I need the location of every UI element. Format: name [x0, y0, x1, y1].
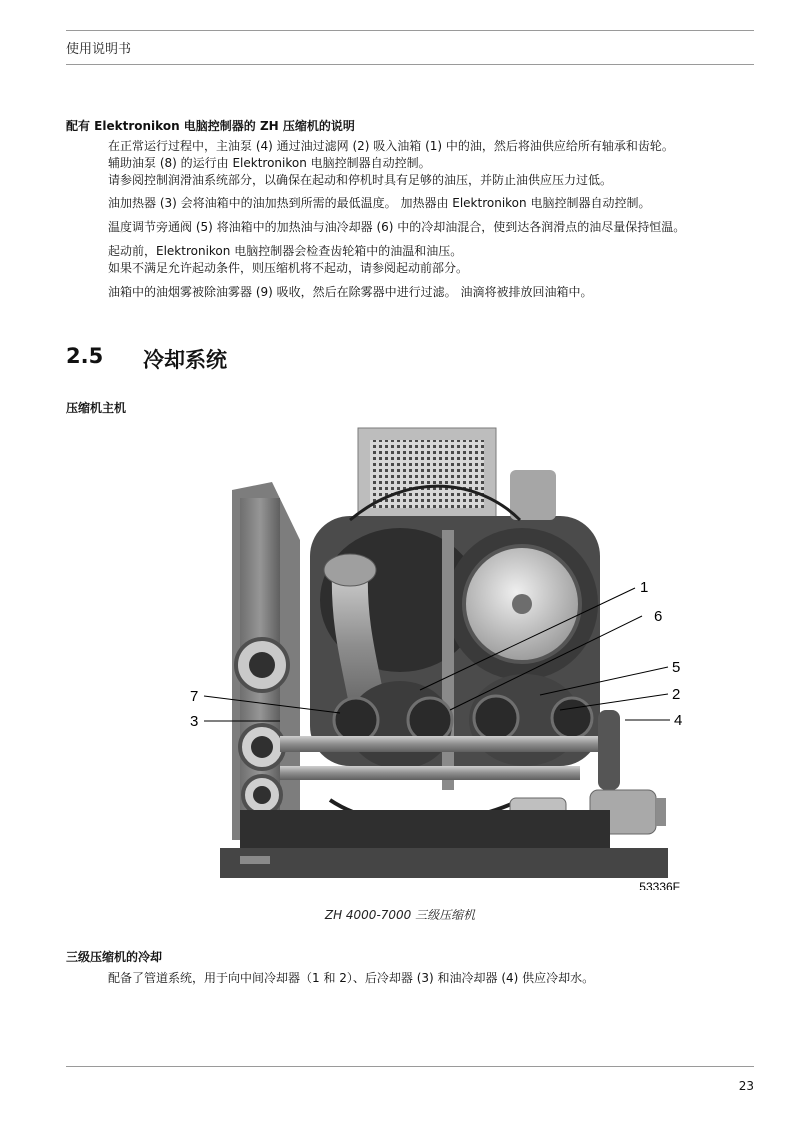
paragraph-line: 油箱中的油烟雾被除油雾器 (9) 吸收，然后在除雾器中进行过滤。 油滴将被排放回油箱中。 [108, 285, 593, 299]
paragraph-line: 在正常运行过程中，主油泵 (4) 通过油过滤网 (2) 吸入油箱 (1) 中的油，然后将油供应给所有轴承和齿轮。 [108, 139, 674, 153]
cooler-cover-3 [474, 696, 518, 740]
callout-label-1: 1 [640, 579, 649, 596]
header-rule-bottom [66, 64, 754, 65]
motor-end-cap [656, 798, 666, 826]
inlet-filter-hub [512, 594, 532, 614]
cooler-cover-1 [334, 698, 378, 742]
figure-caption: ZH 4000-7000 三级压缩机 [324, 908, 476, 922]
paragraph-3 [108, 219, 758, 236]
subsection-heading-compressor: 压缩机主机 [66, 401, 127, 415]
paragraph-5 [108, 284, 758, 301]
paragraph-line: 请参阅控制润滑油系统部分，以确保在起动和停机时具有足够的油压，并防止油供应压力过低。 [108, 173, 613, 187]
cooler-cover-4 [552, 698, 592, 738]
oil-cooler [598, 710, 620, 790]
chapter-number: 2.5 [66, 344, 104, 368]
section-heading-three-stage-cooling: 三级压缩机的冷却 [66, 950, 163, 964]
paragraph-line: 温度调节旁通阀 (5) 将油箱中的加热油与油冷却器 (6) 中的冷却油混合，使到达各润滑点的油尽量保持恒温。 [108, 220, 686, 234]
inlet-elbow-flange [324, 554, 376, 586]
flange-bottom-bore [253, 786, 271, 804]
actuator-unit [510, 470, 556, 520]
header-rule-top [66, 30, 754, 31]
callout-label-4: 4 [674, 712, 683, 729]
nameplate [240, 856, 270, 864]
compressor-photo [180, 420, 700, 890]
callout-label-6: 6 [654, 608, 663, 625]
callout-label-2: 2 [672, 686, 681, 703]
base-plinth [220, 848, 668, 878]
paragraph-line: 如果不满足允许起动条件，则压缩机将不起动，请参阅起动前部分。 [108, 261, 469, 275]
chapter-title: 冷却系统 [143, 348, 227, 372]
page-number: 23 [738, 1079, 754, 1093]
document-title: 使用说明书 [66, 42, 132, 57]
flange-top-bore [249, 652, 275, 678]
paragraph-4 [108, 243, 758, 277]
paragraph-line: 起动前，Elektronikon 电脑控制器会检查齿轮箱中的油温和油压。 [108, 244, 463, 258]
paragraph-cooling: 配备了管道系统，用于向中间冷却器（1 和 2）、后冷却器 (3) 和油冷却器 (4) 供应冷却水。 [108, 971, 595, 985]
paragraph-2 [108, 195, 758, 212]
paragraph-line: 辅助油泵 (8) 的运行由 Elektronikon 电脑控制器自动控制。 [108, 156, 431, 170]
cooler-cover-2 [408, 698, 452, 742]
paragraph-1 [108, 138, 758, 189]
section-heading-oil-system: 配有 Elektronikon 电脑控制器的 ZH 压缩机的说明 [66, 119, 355, 133]
callout-label-7: 7 [190, 688, 199, 705]
footer-rule [66, 1066, 754, 1067]
flange-middle-bore [251, 736, 273, 758]
paragraph-line: 油加热器 (3) 会将油箱中的油加热到所需的最低温度。 加热器由 Elektronikon 电脑控制器自动控制。 [108, 196, 651, 210]
figure-code: 53336F [639, 880, 680, 890]
callout-label-3: 3 [190, 713, 199, 730]
callout-label-5: 5 [672, 659, 681, 676]
lower-framework [240, 810, 610, 850]
water-pipe-upper [280, 736, 610, 752]
water-pipe-lower [280, 766, 580, 780]
